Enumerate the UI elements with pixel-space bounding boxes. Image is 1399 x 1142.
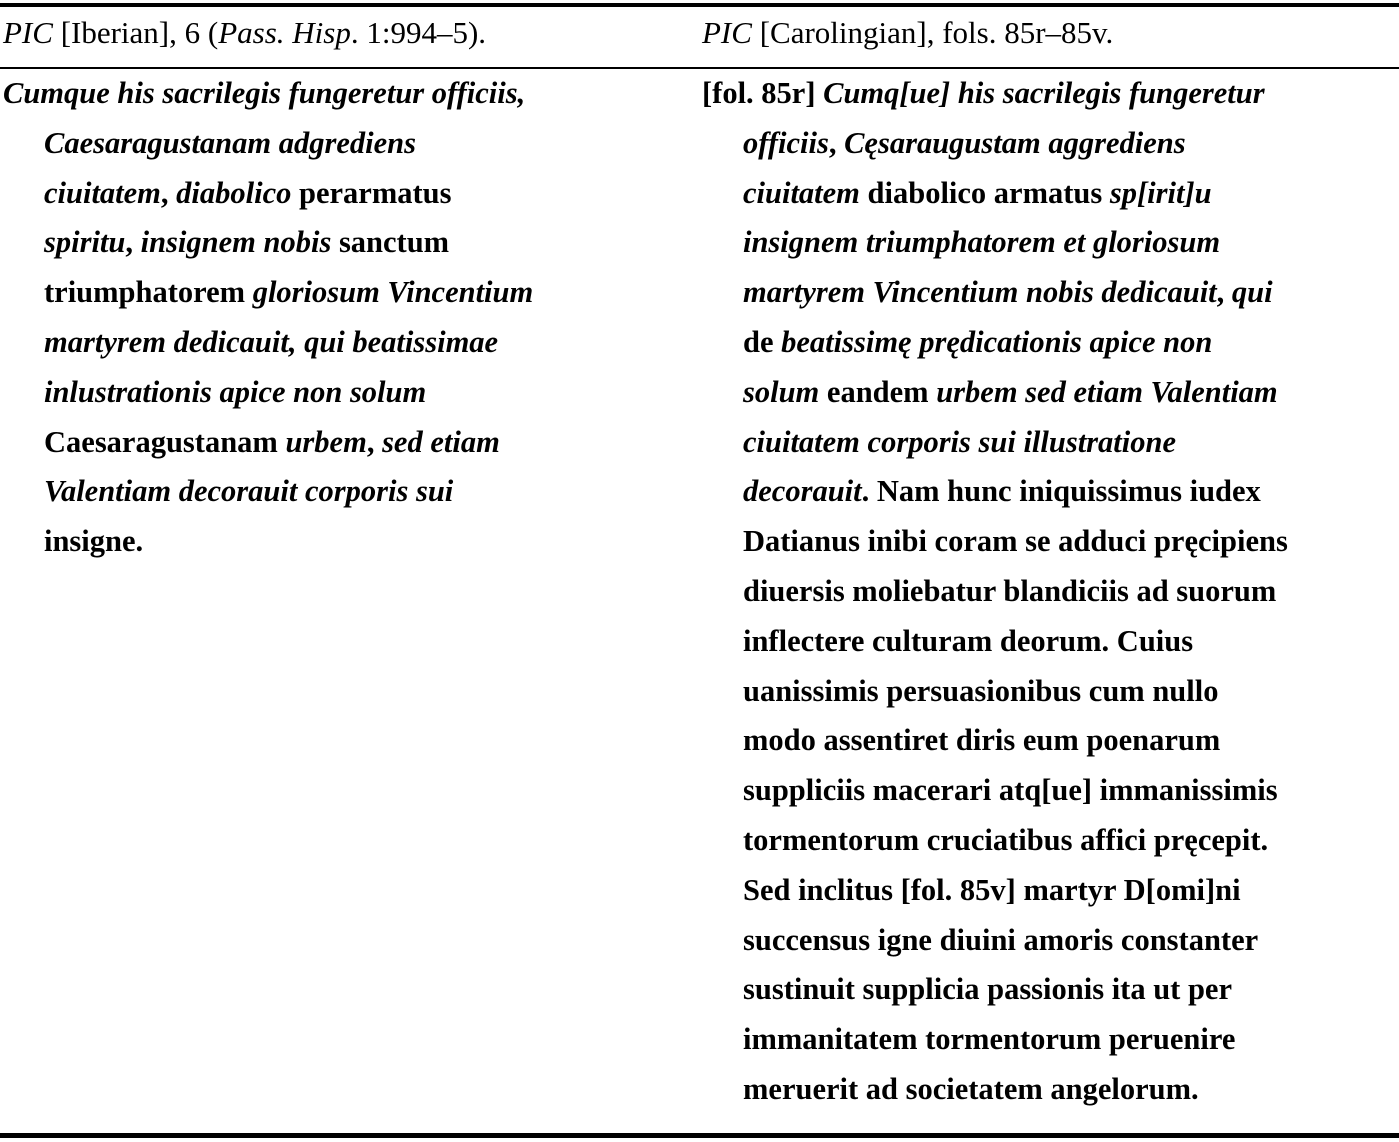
text-line bbox=[3, 318, 533, 368]
text-line bbox=[702, 866, 1288, 916]
italic-segment: officiis bbox=[743, 125, 829, 160]
roman-segment: Caesaragustanam bbox=[44, 424, 286, 459]
italic-segment: sp[irit]u bbox=[1109, 175, 1212, 210]
text-line bbox=[702, 368, 1288, 418]
carolingian-text-column bbox=[702, 69, 1288, 1115]
text-line bbox=[702, 467, 1288, 517]
text-line bbox=[702, 916, 1288, 966]
italic-segment: martyrem Vincentium nobis dedicauit bbox=[743, 275, 1217, 310]
text-line bbox=[3, 467, 533, 517]
italic-segment: spiritu bbox=[44, 225, 126, 260]
italic-segment: Cumque his sacrilegis fungeretur officiis, bbox=[3, 76, 526, 110]
text-line bbox=[702, 667, 1288, 717]
roman-segment: immanitatem tormentorum peruenire bbox=[743, 1022, 1236, 1057]
top-rule bbox=[0, 3, 1399, 7]
roman-segment: Datianus inibi coram se adduci pręcipiens bbox=[743, 524, 1288, 559]
roman-segment: inflectere culturam deorum. Cuius bbox=[743, 623, 1194, 658]
italic-segment: insignem nobis bbox=[140, 225, 332, 260]
italic-segment: Caesaragustanam adgrediens bbox=[44, 125, 416, 160]
text-line bbox=[702, 617, 1288, 667]
italic-segment: ciuitatem bbox=[44, 175, 161, 210]
roman-segment: insigne. bbox=[44, 524, 144, 559]
italic-segment: beatissimę prędicationis apice non bbox=[781, 324, 1213, 359]
text-line bbox=[3, 517, 533, 567]
text-line bbox=[3, 268, 533, 318]
italic-segment: solum bbox=[743, 374, 820, 409]
text-line bbox=[702, 418, 1288, 468]
text-line bbox=[702, 119, 1288, 169]
roman-segment: de bbox=[743, 324, 782, 359]
header-tail: [Carolingian], fols. 85r–85v. bbox=[751, 15, 1114, 50]
italic-segment: insignem triumphatorem et gloriosum bbox=[743, 225, 1221, 260]
text-line bbox=[702, 268, 1288, 318]
roman-segment: meruerit ad societatem angelorum. bbox=[743, 1071, 1199, 1106]
header-prefix: PIC bbox=[702, 15, 752, 50]
roman-segment: sanctum bbox=[331, 225, 450, 260]
roman-segment: . Nam hunc iniquissimus iudex bbox=[861, 474, 1261, 509]
text-line bbox=[702, 218, 1288, 268]
text-line bbox=[702, 816, 1288, 866]
iberian-text-column bbox=[3, 69, 533, 567]
header-source: Pass. Hisp bbox=[218, 15, 351, 50]
header-text: [Iberian], 6 ( bbox=[52, 15, 219, 50]
roman-segment: , bbox=[160, 175, 177, 210]
roman-segment: [fol. 85r] bbox=[702, 76, 824, 110]
italic-segment: decorauit bbox=[743, 474, 862, 509]
header-prefix: PIC bbox=[3, 15, 53, 50]
italic-segment: ciuitatem bbox=[743, 175, 860, 210]
roman-segment: eandem bbox=[819, 374, 937, 409]
bottom-rule bbox=[0, 1133, 1399, 1138]
text-line bbox=[3, 119, 533, 169]
text-line bbox=[3, 69, 533, 119]
roman-segment: succensus igne diuini amoris constanter bbox=[743, 922, 1259, 957]
italic-segment: Cęsaraugustam aggrediens bbox=[844, 125, 1186, 160]
roman-segment: suppliciis macerari atq[ue] immanissimis bbox=[743, 773, 1278, 808]
roman-segment: , bbox=[125, 225, 141, 260]
roman-segment: triumphatorem bbox=[44, 275, 253, 310]
text-line bbox=[3, 169, 533, 219]
italic-segment: diabolico bbox=[176, 175, 292, 210]
column-header-iberian bbox=[3, 12, 486, 54]
text-line bbox=[702, 716, 1288, 766]
roman-segment: tormentorum cruciatibus affici pręcepit. bbox=[743, 822, 1269, 857]
text-line bbox=[702, 1015, 1288, 1065]
italic-segment: ciuitatem corporis sui illustratione bbox=[743, 424, 1177, 459]
roman-segment: diabolico armatus bbox=[859, 175, 1110, 210]
roman-segment: , bbox=[828, 125, 845, 160]
text-line bbox=[3, 218, 533, 268]
roman-segment: perarmatus bbox=[291, 175, 452, 210]
header-tail: . 1:994–5). bbox=[350, 15, 487, 50]
italic-segment: Valentiam decorauit corporis sui bbox=[44, 474, 454, 509]
italic-segment: urbem bbox=[285, 424, 367, 459]
text-line bbox=[702, 766, 1288, 816]
text-line bbox=[702, 517, 1288, 567]
roman-segment: diuersis moliebatur blandiciis ad suorum bbox=[743, 573, 1277, 608]
italic-segment: sed etiam bbox=[382, 424, 500, 459]
roman-segment: Sed inclitus [fol. 85v] martyr D[omi]ni bbox=[743, 872, 1241, 907]
roman-segment: , bbox=[366, 424, 383, 459]
text-line bbox=[3, 368, 533, 418]
italic-segment: Cumq[ue] his sacrilegis fungeretur bbox=[823, 76, 1265, 110]
text-line bbox=[702, 567, 1288, 617]
column-header-carolingian bbox=[702, 12, 1113, 54]
roman-segment: modo assentiret diris eum poenarum bbox=[743, 723, 1221, 758]
roman-segment: , bbox=[1216, 275, 1232, 310]
italic-segment: gloriosum Vincentium bbox=[252, 275, 534, 310]
italic-segment: inlustrationis apice non solum bbox=[44, 374, 427, 409]
italic-segment: qui bbox=[1231, 275, 1273, 310]
text-line bbox=[3, 418, 533, 468]
italic-segment: urbem sed etiam Valentiam bbox=[936, 374, 1278, 409]
roman-segment: uanissimis persuasionibus cum nullo bbox=[743, 673, 1219, 708]
text-line bbox=[702, 318, 1288, 368]
text-line bbox=[702, 1065, 1288, 1115]
roman-segment: sustinuit supplicia passionis ita ut per bbox=[743, 972, 1232, 1007]
text-line bbox=[702, 169, 1288, 219]
italic-segment: martyrem dedicauit, qui beatissimae bbox=[44, 324, 499, 359]
text-line bbox=[702, 965, 1288, 1015]
text-line bbox=[702, 69, 1288, 119]
